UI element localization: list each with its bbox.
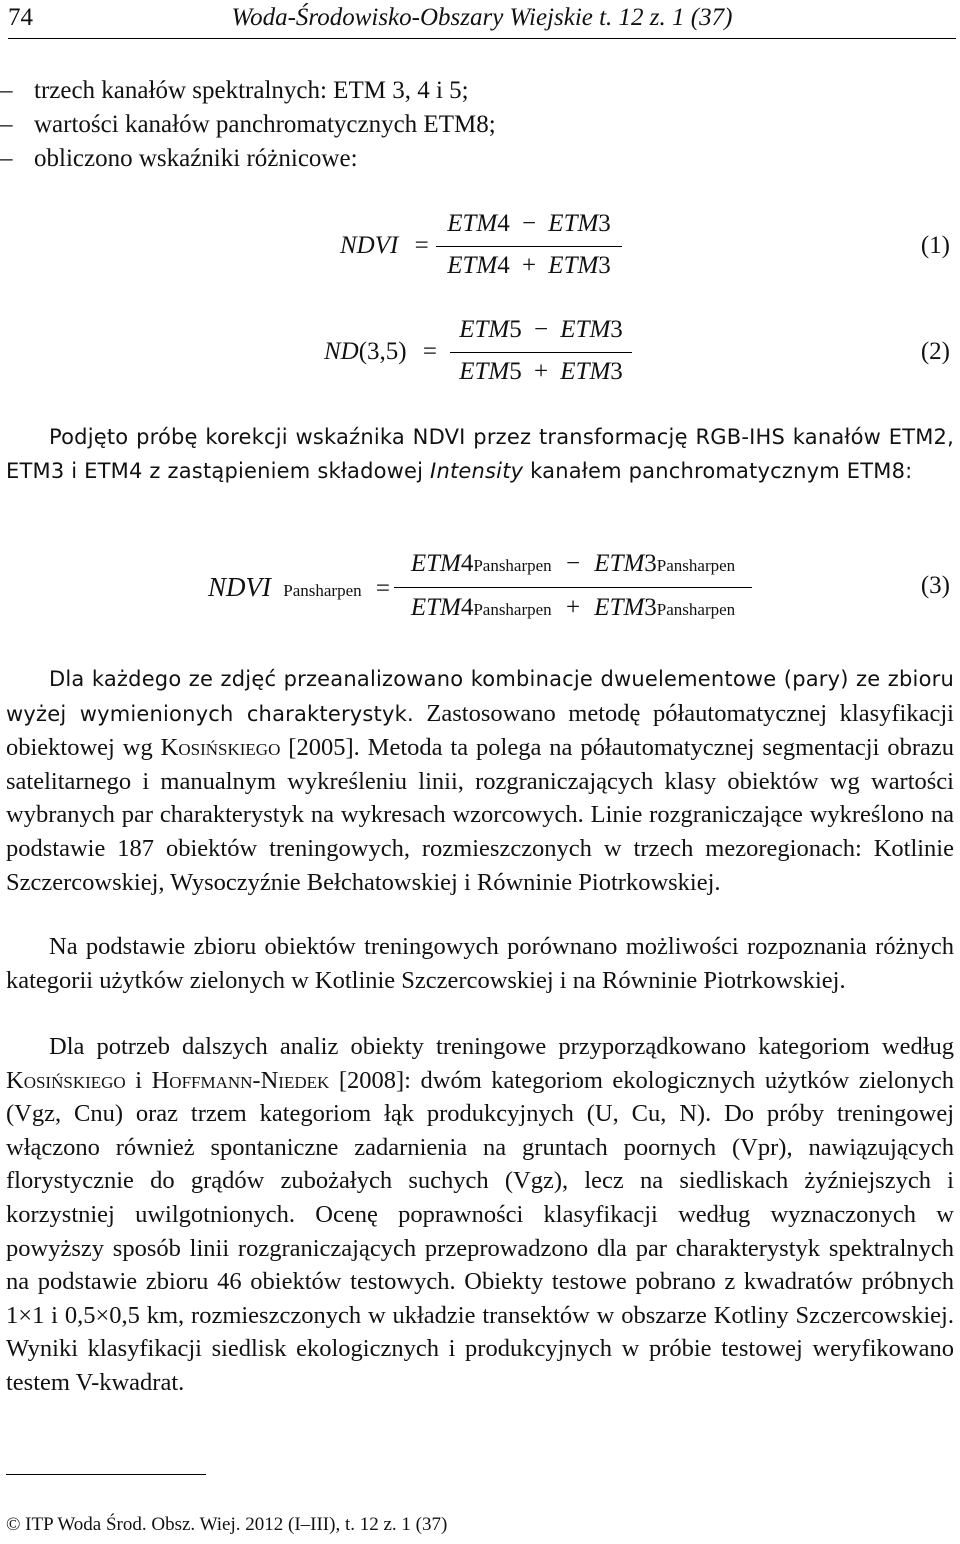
paragraph-comparison: Na podstawie zbioru obiektów treningowych porównano możliwości rozpoznania różnych kategorii użytków zielonych w Kotlinie Szczercowskiej i na Równinie Piotrkowskiej. <box>6 933 954 994</box>
list-item-text: trzech kanałów spektralnych: ETM 3, 4 i 5; <box>34 77 469 104</box>
eq1-fraction <box>436 208 622 288</box>
header-rule <box>8 38 956 39</box>
paragraph-classification: Dla potrzeb dalszych analiz obiekty treningowe przyporządkowano kategoriom według Kosińskiego i Hoffmann-Niedek [2008]: dwóm kategoriom ekologicznych użytków zielonych (Vgz, Cnu) oraz trzem kategoriom łąk produkcyjnych (U, Cu, N). Do próby treningowej włączono również spontaniczne zadarnienia na gruntach poornych (Vpr), nawiązujących florystycznie do grądów zubożałych suchych (Vgz), lecz na siedliskach żyźniejszych i korzystniej uwilgotnionych. Ocenę poprawności klasyfikacji według wyznaczonych w powyższy sposób linii rozgraniczających przeprowadzono dla par charakterystyk spektralnych na podstawie zbioru 46 obiektów testowych. Obiekty testowe pobrano z kwadratów próbnych 1×1 i 0,5×0,5 km, rozmieszczonych w układzie transektów w obszarze Kotliny Szczercowskiej. Wyniki klasyfikacji siedlisk ekologicznych i produkcyjnych w próbie testowej weryfikowano testem V-kwadrat. <box>6 1033 954 1396</box>
list-item-text: wartości kanałów panchromatycznych ETM8; <box>34 111 496 138</box>
eq1-denominator: ETM4 + ETM3 <box>447 252 611 279</box>
paragraph-intro: Podjęto próbę korekcji wskaźnika NDVI przez transformację RGB-IHS kanałów ETM2, ETM3 i ETM4 z zastąpieniem składowej Intensity kanałem panchromatycznym ETM8: <box>6 425 954 483</box>
eq2-denominator: ETM5 + ETM3 <box>459 358 623 385</box>
list-item <box>0 76 960 110</box>
eq2-number: (2) <box>920 338 950 365</box>
eq1-number: (1) <box>920 232 950 259</box>
eq2-numerator: ETM5 − ETM3 <box>459 316 623 343</box>
page-number: 74 <box>8 4 33 31</box>
eq3-numerator: ETM4Pansharpen − ETM3Pansharpen <box>410 550 736 577</box>
running-title: Woda-Środowisko-Obszary Wiejskie t. 12 z. 1 (37) <box>231 4 733 31</box>
bullet-list <box>0 76 960 178</box>
eq3-number: (3) <box>920 572 950 599</box>
footer-rule <box>6 1474 206 1475</box>
equation-1 <box>0 208 960 288</box>
equation-2 <box>0 314 960 394</box>
copyright-footer: © ITP Woda Środ. Obsz. Wiej. 2012 (I–III), t. 12 z. 1 (37) <box>6 1514 448 1535</box>
eq3-lhs: NDVI Pansharpen = <box>208 572 390 602</box>
dash-bullet: – <box>0 77 13 104</box>
eq3-fraction <box>394 550 752 630</box>
list-item <box>0 144 960 178</box>
eq1-numerator: ETM4 − ETM3 <box>447 210 611 237</box>
list-item-text: obliczono wskaźniki różnicowe: <box>34 145 358 172</box>
dash-bullet: – <box>0 145 13 172</box>
eq1-lhs: NDVI = <box>340 232 429 259</box>
eq2-lhs: ND(3,5) = <box>324 338 437 365</box>
page-header <box>8 4 956 40</box>
paragraph-method: Dla każdego ze zdjęć przeanalizowano kombinacje dwuelementowe (pary) ze zbioru wyżej wymienionych charakterystyk. Zastosowano metodę półautomatycznej klasyfikacji obiektowej wg Kosińskiego [2005]. Metoda ta polega na półautomatycznej segmentacji obrazu satelitarnego i manualnym wykreśleniu linii, rozgraniczających klasy obiektów wg wartości wybranych par charakterystyk na wykresach wzorcowych. Linie rozgraniczające wykreślono na podstawie 187 obiektów treningowych, rozmieszczonych w trzech mezoregionach: Kotlinie Szczercowskiej, Wysoczyźnie Bełchatowskiej i Równinie Piotrkowskiej. <box>6 667 955 896</box>
eq3-denominator: ETM4Pansharpen + ETM3Pansharpen <box>410 594 736 621</box>
dash-bullet: – <box>0 111 13 138</box>
list-item <box>0 110 960 144</box>
equation-3 <box>0 550 960 630</box>
eq2-fraction <box>450 314 632 394</box>
